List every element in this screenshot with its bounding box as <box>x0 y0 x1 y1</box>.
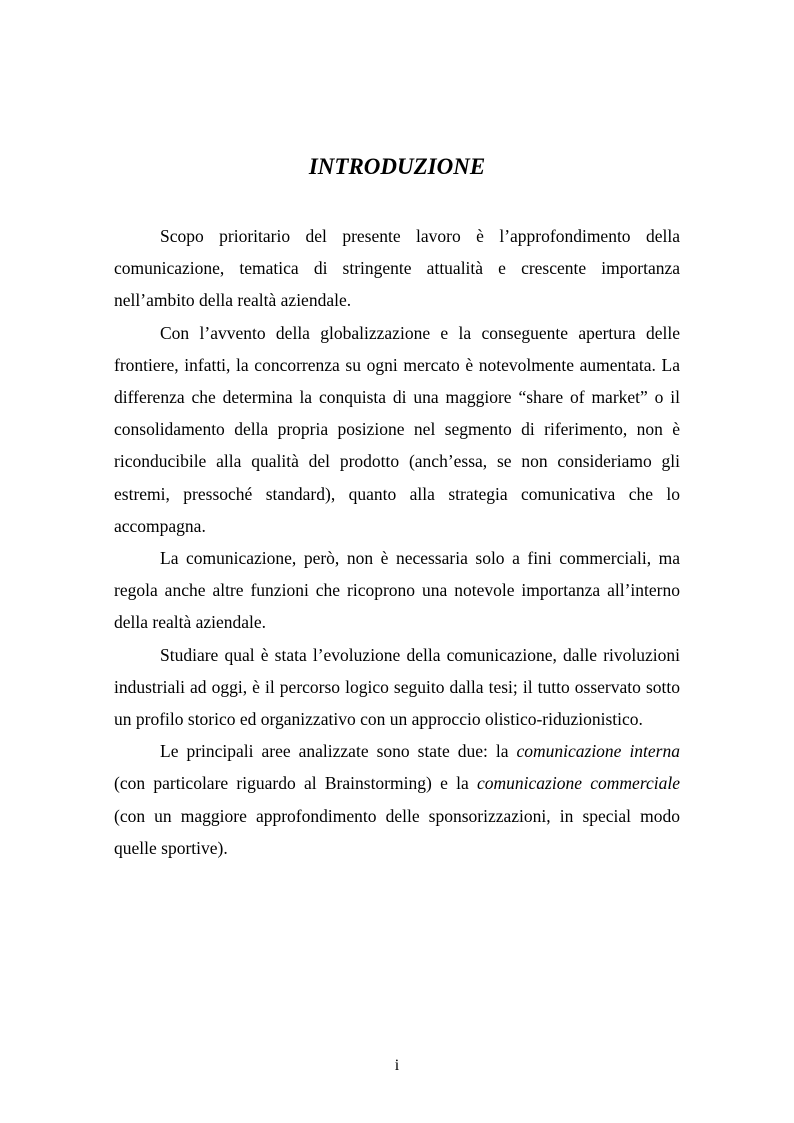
paragraph-5-text-3: (con un maggiore approfondimento delle sponsorizzazioni, in special modo quelle sportive). <box>114 805 680 858</box>
paragraph-3: La comunicazione, però, non è necessaria solo a fini commerciali, ma regola anche altre funzioni che ricoprono una notevole importanza all’interno della realtà aziendale. <box>114 548 680 633</box>
paragraph-4: Studiare qual è stata l’evoluzione della comunicazione, dalle rivoluzioni industriali ad oggi, è il percorso logico seguito dalla tesi; il tutto osservato sotto un profilo storico ed organizzativo con un approccio olistico-riduzionistico. <box>114 644 680 730</box>
paragraph-5 <box>114 735 680 864</box>
page-title: INTRODUZIONE <box>308 154 486 179</box>
page-number: i <box>394 1057 400 1074</box>
paragraph-5-term-comunicazione-commerciale: comunicazione commerciale <box>477 773 680 794</box>
paragraph-2: Con l’avvento della globalizzazione e la conseguente apertura delle frontiere, infatti, la concorrenza su ogni mercato è notevolmente aumentata. La differenza che determina la conquista di una maggiore “share of market” o il consolidamento della propria posizione nel segmento di riferimento, non è riconducibile alla qualità del prodotto (anch’essa, se non consideriamo gli estremi, pressoché standard), quanto alla strategia comunicativa che lo accompagna. <box>114 322 680 536</box>
paragraph-5-text-2: (con particolare riguardo al Brainstorming) e la <box>114 773 478 794</box>
paragraph-5-text-1: Le principali aree analizzate sono state due: la <box>160 741 517 762</box>
body-text <box>114 220 680 864</box>
paragraph-5-term-comunicazione-interna: comunicazione interna <box>516 741 680 762</box>
paragraph-1: Scopo prioritario del presente lavoro è l’approfondimento della comunicazione, tematica di stringente attualità e crescente importanza nell’ambito della realtà aziendale. <box>114 226 680 311</box>
